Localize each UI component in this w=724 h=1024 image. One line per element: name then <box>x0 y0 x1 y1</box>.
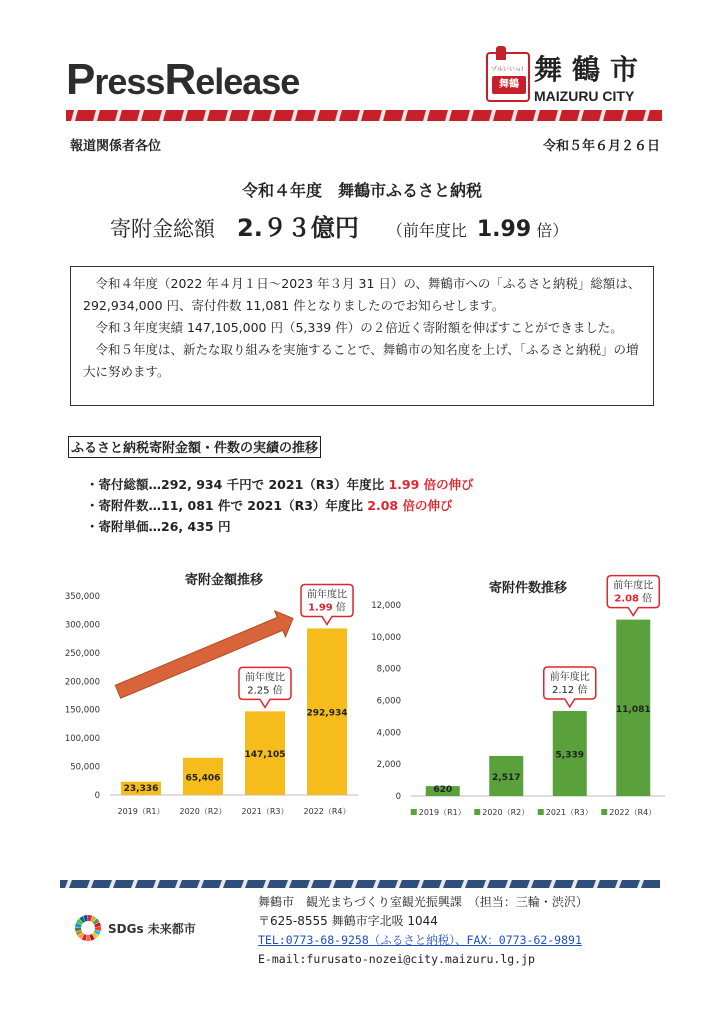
callout-ratio: 1.99 <box>308 602 333 614</box>
section-title: ふるさと納税寄附金額・件数の実績の推移 <box>68 436 321 458</box>
title-ress: ress <box>94 61 165 102</box>
bullet-text: ・寄附件数…11, 081 件で 2021（R3）年度比 <box>86 498 368 513</box>
summary-paragraph-2: 令和３年度実績 147,105,000 円（5,339 件）の２倍近く寄附額を伸ばすことができました。 <box>95 320 623 335</box>
y-tick-label: 0 <box>94 791 100 801</box>
bullet-highlight: 1.99 倍の伸び <box>388 477 474 492</box>
release-date: 令和５年６月２６日 <box>542 139 660 154</box>
header-stripe <box>66 110 662 121</box>
legend-swatch <box>601 809 607 815</box>
city-name-en: MAIZURU CITY <box>534 88 635 104</box>
logo-badge: 舞鶴 <box>492 76 526 94</box>
title-p: P <box>66 55 95 104</box>
callout-ratio: 2.08 <box>614 593 639 605</box>
ratio-label: （前年度比 <box>386 221 467 240</box>
callout-line2: 2.25 倍 <box>247 685 283 697</box>
callout-unit: 倍 <box>639 593 653 605</box>
legend-swatch <box>474 809 480 815</box>
donation-count-chart <box>365 566 670 828</box>
legend-swatch <box>538 809 544 815</box>
bar-value-label: 2,517 <box>492 772 521 783</box>
y-tick-label: 100,000 <box>64 734 100 745</box>
y-tick-label: 2,000 <box>376 760 401 771</box>
y-tick-label: 200,000 <box>64 677 100 688</box>
callout-line1: 前年度比 <box>549 672 590 684</box>
y-tick-label: 6,000 <box>376 696 401 707</box>
summary-paragraph-1: 令和４年度（2022 年４月１日～2023 年３月 31 日）の、舞鶴市への「ふるさと納税」総額は、292,934,000 円、寄付件数 11,081 件となりましたのでお知らせします。 <box>83 276 641 313</box>
stripe-band <box>60 880 660 888</box>
x-tick-label: 2020（R2） <box>482 808 530 817</box>
ratio-unit: 倍） <box>536 221 569 240</box>
bullet-count <box>86 495 474 516</box>
y-tick-label: 0 <box>395 792 401 802</box>
x-tick-label: 2022（R4） <box>303 807 351 816</box>
bar-value-label: 11,081 <box>615 704 651 715</box>
stripe-band <box>66 110 662 121</box>
sdgs-text: SDGs 未来都市 <box>108 922 196 936</box>
sdgs-segment <box>86 935 90 941</box>
maizuru-city-logo <box>486 48 696 110</box>
bar-value-label: 147,105 <box>244 750 286 761</box>
callout-line2 <box>308 600 346 613</box>
chart-title: 寄附金額推移 <box>184 573 264 588</box>
logo-small-text: ヅルいいっ! <box>491 66 524 73</box>
x-tick-label: 2021（R3） <box>241 807 289 816</box>
bullet-highlight: 2.08 倍の伸び <box>367 498 453 513</box>
x-tick-label: 2020（R2） <box>179 807 227 816</box>
callout-line1: 前年度比 <box>245 672 285 684</box>
x-tick-label: 2022（R4） <box>609 808 657 817</box>
headline-label: 寄附金総額 <box>110 217 215 241</box>
y-tick-label: 250,000 <box>64 648 100 659</box>
donation-amount-chart-svg <box>60 566 360 828</box>
summary-box <box>70 266 654 406</box>
y-tick-label: 300,000 <box>64 620 100 631</box>
contact-department: 舞鶴市 観光まちづくり室観光振興課 （担当：三輪・渋沢） <box>258 895 588 909</box>
x-tick-label: 2019（R1） <box>117 807 165 816</box>
headline-amount: 2.９３億円 <box>237 214 359 242</box>
legend-swatch <box>411 809 417 815</box>
y-tick-label: 10,000 <box>371 632 401 643</box>
y-tick-label: 4,000 <box>376 728 401 739</box>
callout-line2 <box>614 592 652 605</box>
footer-stripe <box>60 880 660 888</box>
highlight-bullets <box>86 474 474 537</box>
summary-paragraph-3: 令和５年度は、新たな取り組みを実施することで、舞鶴市の知名度を上げ、「ふるさと納税」の増大に努めます。 <box>83 342 639 379</box>
y-tick-label: 350,000 <box>64 592 100 602</box>
title-r: R <box>164 55 196 104</box>
sdgs-badge <box>74 914 224 944</box>
y-tick-label: 8,000 <box>376 664 401 675</box>
bar-value-label: 292,934 <box>306 708 348 719</box>
y-tick-label: 50,000 <box>70 762 100 773</box>
y-tick-label: 12,000 <box>371 601 401 611</box>
bullet-total <box>86 474 474 495</box>
donation-amount-chart <box>60 566 360 828</box>
title-elease: elease <box>195 61 300 102</box>
chart-title: 寄附件数推移 <box>488 581 568 596</box>
bar-value-label: 620 <box>433 785 453 795</box>
contact-info <box>258 893 588 969</box>
x-tick-label: 2019（R1） <box>418 808 466 817</box>
bullet-text: ・寄附単価…26, 435 円 <box>86 519 231 534</box>
bar-value-label: 65,406 <box>185 773 221 784</box>
bullet-unit-price <box>86 516 474 537</box>
donation-count-chart-svg <box>365 566 670 828</box>
callout-unit: 倍 <box>332 602 346 614</box>
city-mascot-icon <box>486 52 530 102</box>
y-tick-label: 150,000 <box>64 705 100 716</box>
headline-main <box>110 208 568 243</box>
contact-tel-link[interactable]: TEL:0773-68-9258（ふるさと納税）、FAX：0773-62-9891 <box>258 933 582 947</box>
callout-line1: 前年度比 <box>307 589 347 601</box>
press-release-title <box>66 55 300 104</box>
contact-email[interactable]: E-mail:furusato-nozei@city.maizuru.lg.jp <box>258 952 535 966</box>
callout-line2: 2.12 倍 <box>552 685 588 697</box>
contact-address: 〒625-8555 舞鶴市字北吸 1044 <box>258 914 438 928</box>
bullet-text: ・寄付総額…292, 934 千円で 2021（R3）年度比 <box>86 477 389 492</box>
city-name-jp: 舞鶴市 <box>534 53 649 86</box>
x-tick-label: 2021（R3） <box>545 808 593 817</box>
bar-value-label: 5,339 <box>555 750 584 761</box>
callout-line1: 前年度比 <box>613 580 654 592</box>
bar-value-label: 23,336 <box>123 784 159 794</box>
addressee: 報道関係者各位 <box>70 139 162 154</box>
headline-ratio <box>386 217 569 242</box>
sdgs-wheel-icon <box>74 914 102 942</box>
ratio-value: 1.99 <box>476 217 532 242</box>
headline-subtitle: 令和４年度 舞鶴市ふるさと納税 <box>241 181 482 200</box>
